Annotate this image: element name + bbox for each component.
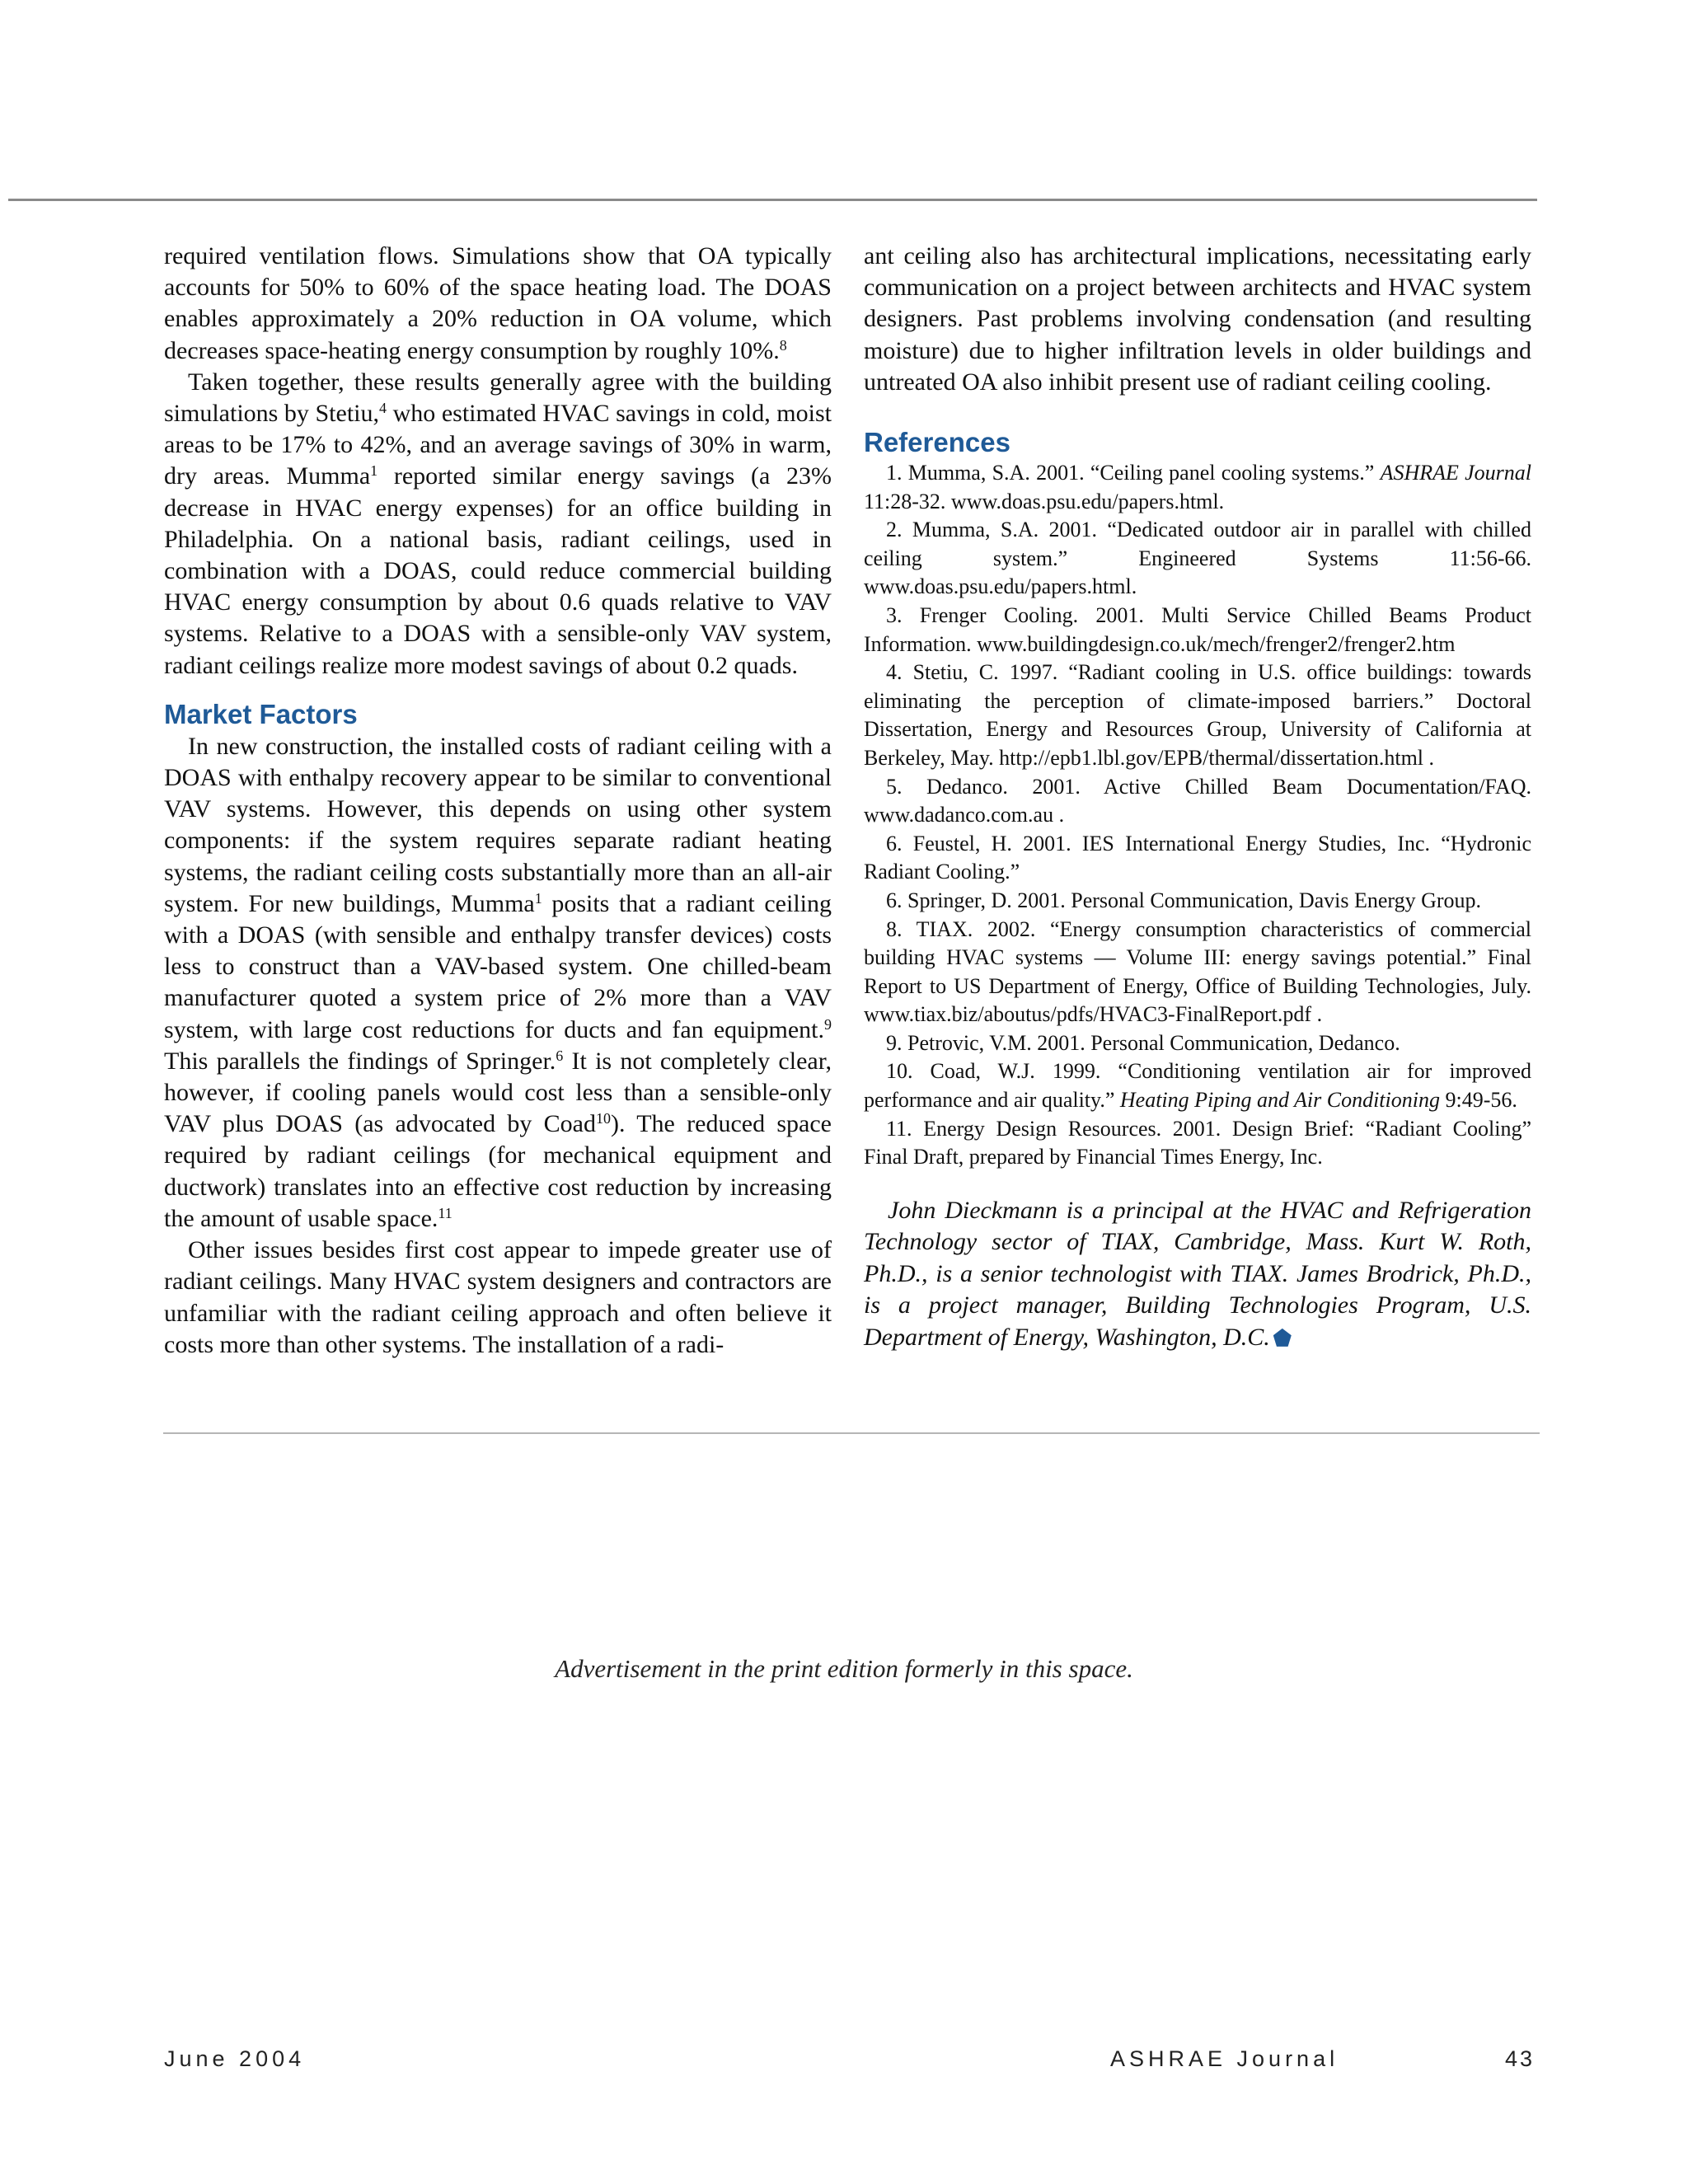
paragraph: required ventilation flows. Simulations show that OA typically accounts for 50% to 60% of the space heating load. The DOAS enables approximately a 20% reduction in OA volume, which decreases space-heating energy consumption by roughly 10%.$^8$ xyxy=(164,242,832,364)
footnote-ref: 1 xyxy=(370,462,378,480)
footer-date: June 2004 xyxy=(164,2046,306,2071)
heading-references: References xyxy=(864,427,1010,458)
reference-item: 9. Petrovic, V.M. 2001. Personal Communication, Dedanco. xyxy=(886,1030,1400,1055)
footer-journal: ASHRAE Journal xyxy=(1110,2046,1339,2071)
reference-item: 1. Mumma, S.A. 2001. “Ceiling panel cooling systems.” ASHRAE Journal 11:28-32. www.doas.psu.edu/papers.html. xyxy=(864,461,1532,513)
footer-page-number: 43 xyxy=(1505,2046,1536,2071)
reference-item: 4. Stetiu, C. 1997. “Radiant cooling in U.S. office buildings: towards eliminating the perception of climate-imposed barriers.” Doctoral Dissertation, Energy and Resources Group, University of California at Berkeley, May. http://epb1.lbl.gov/EPB/thermal/dissertation.html . xyxy=(864,660,1531,770)
paragraph: ant ceiling also has architectural implications, necessitating early communication on a project between architects and HVAC system designers. Past problems involving condensation (and resulting moisture) due to higher infiltration levels in older buildings and untreated OA also inhibit present use of radiant ceiling cooling. xyxy=(864,242,1531,396)
paragraph: Taken together, these results generally agree with the building simulations by Stetiu,$^4$ who estimated HVAC savings in cold, moist areas to be 17% to 42%, and an average savings of 30% in warm, dry areas. Mumma$^1$ reported similar energy savings (a 23% decrease in HVAC energy expenses) for an office building in Philadelphia. On a national basis, radiant ceilings, used in combination with a DOAS, could reduce commercial building HVAC energy consumption by about 0.6 quads relative to VAV systems. Relative to a DOAS with a sensible-only VAV system, radiant ceilings realize more modest savings of about 0.2 quads. xyxy=(164,368,832,679)
author-bio: John Dieckmann is a principal at the HVAC and Refrigeration Technology sector of TIAX, Cambridge, Mass. Kurt W. Roth, Ph.D., is a senior technologist with TIAX. James Brodrick, Ph.D., is a project manager, Building Technologies Program, U.S. Department of Energy, Washington, D.C. xyxy=(864,1196,1531,1351)
reference-item: 8. TIAX. 2002. “Energy consumption characteristics of commercial building HVAC systems — Volume III: energy savings potential.” Final Report to US Department of Energy, Office of Building Technologies, July. www.tiax.biz/aboutus/pdfs/HVAC3-FinalReport.pdf . xyxy=(864,916,1531,1027)
paragraph: Other issues besides first cost appear to impede greater use of radiant ceilings. Many HVAC system designers and contractors are unfamiliar with the radiant ceiling approach and often believe it costs more than other systems. The installation of a radi- xyxy=(164,1236,832,1358)
footnote-ref: 6 xyxy=(556,1047,564,1064)
section-rule xyxy=(163,1432,1540,1434)
end-mark-icon xyxy=(1273,1329,1292,1347)
footnote-ref: 9 xyxy=(824,1015,832,1033)
reference-item: 10. Coad, W.J. 1999. “Conditioning ventilation air for improved performance and air quality.” Heating Piping and Air Conditioning 9:49-56. xyxy=(864,1059,1531,1113)
footnote-ref: 1 xyxy=(534,889,542,907)
reference-item: 6. Springer, D. 2001. Personal Communication, Davis Energy Group. xyxy=(886,888,1482,912)
footnote-ref: 10 xyxy=(596,1110,611,1127)
right-column xyxy=(864,241,1531,1353)
reference-item: 6. Feustel, H. 2001. IES International Energy Studies, Inc. “Hydronic Radiant Cooling.” xyxy=(864,831,1531,884)
references-list xyxy=(864,459,1531,1172)
left-column xyxy=(164,241,832,1361)
reference-item: 3. Frenger Cooling. 2001. Multi Service Chilled Beams Product Information. www.buildingdesign.co.uk/mech/frenger2/frenger2.htm xyxy=(864,602,1531,656)
paragraph: In new construction, the installed costs of radiant ceiling with a DOAS with enthalpy recovery appear to be similar to conventional VAV systems. However, this depends on using other system components: if the system requires separate radiant heating systems, the radiant ceiling costs substantially more than an all-air system. For new buildings, Mumma$^1$ posits that a radiant ceiling with a DOAS (with sensible and enthalpy transfer devices) costs less to construct than a VAV-based system. One chilled-beam manufacturer quoted a system price of 2% more than a VAV system, with large cost reductions for ducts and fan equipment.$^9$ This parallels the findings of Springer.$^6$ It is not completely clear, however, if cooling panels would cost less than a sensible-only VAV plus DOAS (as advocated by Coad$^{10}$). The reduced space required by radiant ceilings (for mechanical equipment and ductwork) translates into an effective cost reduction by increasing the amount of usable space.$^{11}$ xyxy=(164,732,832,1232)
heading-market-factors: Market Factors xyxy=(164,698,358,729)
advertisement-notice: Advertisement in the print edition formerly in this space. xyxy=(555,1654,1133,1683)
footnote-ref: 8 xyxy=(779,336,787,354)
reference-item: 11. Energy Design Resources. 2001. Design Brief: “Radiant Cooling” Final Draft, prepared by Financial Times Energy, Inc. xyxy=(864,1116,1531,1169)
reference-item: 5. Dedanco. 2001. Active Chilled Beam Documentation/FAQ. www.dadanco.com.au . xyxy=(864,774,1531,827)
reference-item: 2. Mumma, S.A. 2001. “Dedicated outdoor air in parallel with chilled ceiling system.” Engineered Systems 11:56-66. www.doas.psu.edu/papers.html. xyxy=(864,518,1531,599)
footnote-ref: 11 xyxy=(438,1205,452,1221)
top-rule xyxy=(8,199,1537,201)
footnote-ref: 4 xyxy=(379,400,387,417)
